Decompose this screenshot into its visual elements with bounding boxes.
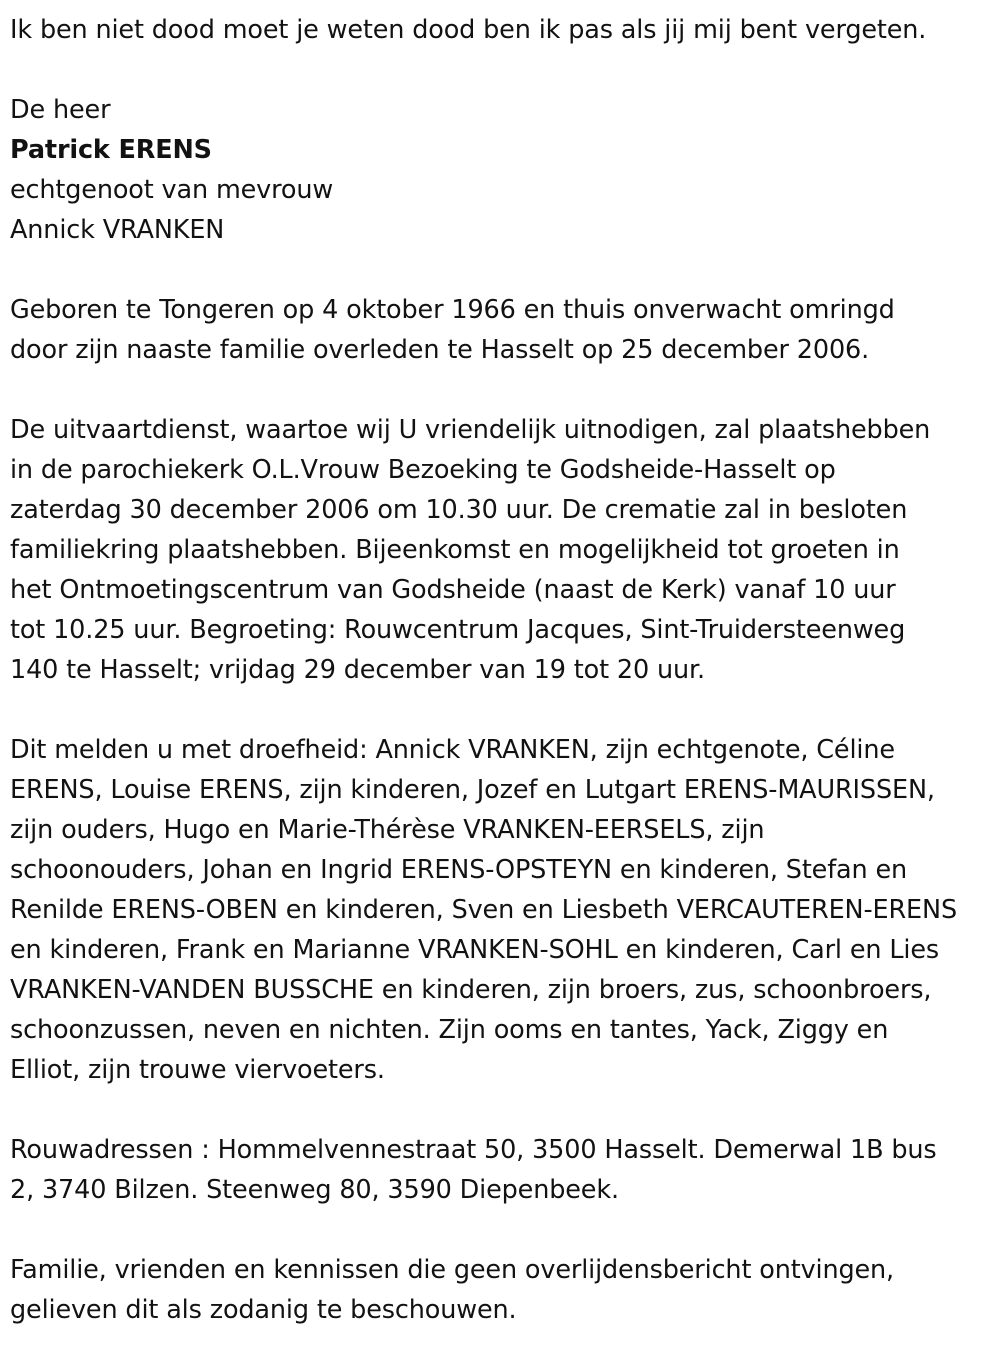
service-line: tot 10.25 uur. Begroeting: Rouwcentrum Jacques, Sint-Truidersteenweg <box>10 615 906 645</box>
service-line: familiekring plaatshebben. Bijeenkomst en mogelijkheid tot groeten in <box>10 535 900 565</box>
survivors-line: Elliot, zijn trouwe viervoeters. <box>10 1055 385 1085</box>
quote-line: Ik ben niet dood moet je weten dood ben ik pas als jij mij bent vergeten. <box>10 15 927 45</box>
service-line: het Ontmoetingscentrum van Godsheide (naast de Kerk) vanaf 10 uur <box>10 575 896 605</box>
survivors-line: schoonzussen, neven en nichten. Zijn ooms en tantes, Yack, Ziggy en <box>10 1015 889 1045</box>
spacer-after-life-dates <box>10 370 992 410</box>
mourning-address-line: 2, 3740 Bilzen. Steenweg 80, 3590 Diepenbeek. <box>10 1175 619 1205</box>
spacer-after-addresses <box>10 1210 992 1250</box>
life-dates-block <box>10 290 992 370</box>
closing-notice-line: Familie, vrienden en kennissen die geen overlijdensbericht ontvingen, <box>10 1255 894 1285</box>
survivors-line: schoonouders, Johan en Ingrid ERENS-OPSTEYN en kinderen, Stefan en <box>10 855 908 885</box>
life-dates-line: door zijn naaste familie overleden te Hasselt op 25 december 2006. <box>10 335 870 365</box>
spouse-prefix-line: echtgenoot van mevrouw <box>10 175 334 205</box>
spacer-after-survivors <box>10 1090 992 1130</box>
service-line: zaterdag 30 december 2006 om 10.30 uur. De crematie zal in besloten <box>10 495 908 525</box>
service-line: 140 te Hasselt; vrijdag 29 december van 19 tot 20 uur. <box>10 655 705 685</box>
quote-block <box>10 10 992 50</box>
spacer-after-quote <box>10 50 992 90</box>
mourning-addresses-block <box>10 1130 992 1210</box>
service-line: in de parochiekerk O.L.Vrouw Bezoeking te Godsheide-Hasselt op <box>10 455 836 485</box>
survivors-block <box>10 730 992 1090</box>
life-dates-line: Geboren te Tongeren op 4 oktober 1966 en thuis onverwacht omringd <box>10 295 895 325</box>
deceased-name: Patrick ERENS <box>10 135 212 165</box>
closing-notice-line: gelieven dit als zodanig te beschouwen. <box>10 1295 517 1325</box>
survivors-line: Renilde ERENS-OBEN en kinderen, Sven en Liesbeth VERCAUTEREN-ERENS <box>10 895 957 925</box>
service-line: De uitvaartdienst, waartoe wij U vriendelijk uitnodigen, zal plaatshebben <box>10 415 931 445</box>
spacer-after-deceased <box>10 250 992 290</box>
survivors-line: ERENS, Louise ERENS, zijn kinderen, Jozef en Lutgart ERENS-MAURISSEN, <box>10 775 935 805</box>
spacer-after-service <box>10 690 992 730</box>
salutation-line: De heer <box>10 95 111 125</box>
deceased-block <box>10 90 992 250</box>
spouse-name-line: Annick VRANKEN <box>10 215 225 245</box>
mourning-address-line: Rouwadressen : Hommelvennestraat 50, 3500 Hasselt. Demerwal 1B bus <box>10 1135 937 1165</box>
survivors-line: VRANKEN-VANDEN BUSSCHE en kinderen, zijn broers, zus, schoonbroers, <box>10 975 932 1005</box>
survivors-line: zijn ouders, Hugo en Marie-Thérèse VRANKEN-EERSELS, zijn <box>10 815 765 845</box>
closing-notice-block <box>10 1250 992 1330</box>
survivors-line: Dit melden u met droefheid: Annick VRANKEN, zijn echtgenote, Céline <box>10 735 895 765</box>
service-block <box>10 410 992 690</box>
survivors-line: en kinderen, Frank en Marianne VRANKEN-SOHL en kinderen, Carl en Lies <box>10 935 939 965</box>
